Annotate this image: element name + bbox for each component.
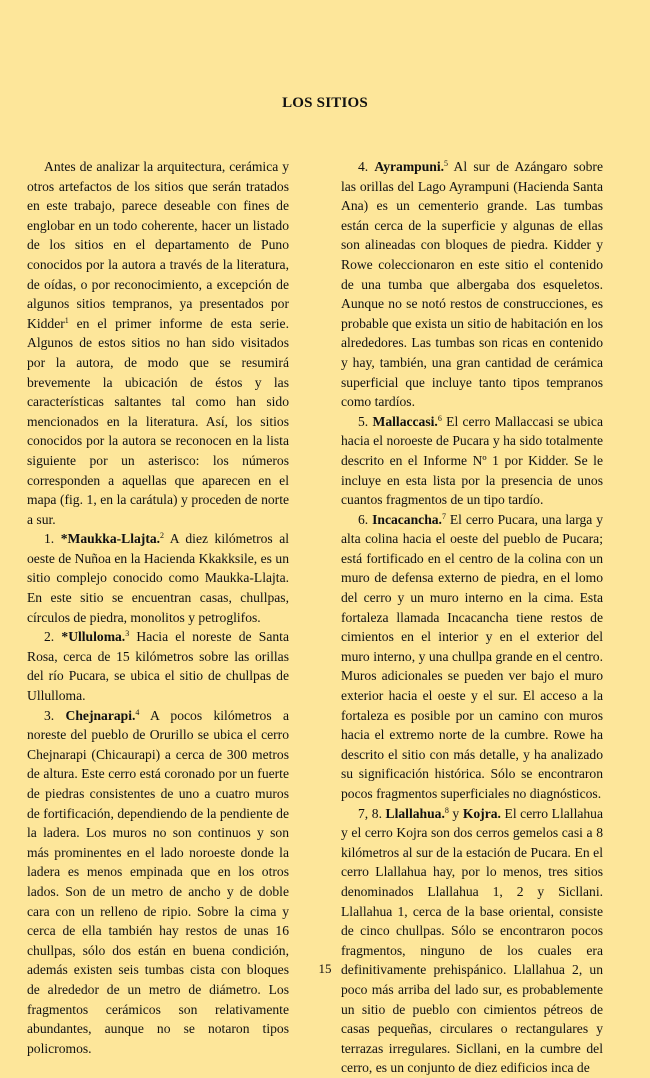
paragraph — [341, 157, 603, 412]
text-run: Hacia el noreste de Santa Rosa, cerca de 15 kilómetros sobre las orillas del río Pucara, se ubica el sitio de chullpas de Ullulloma. — [27, 629, 289, 704]
text-run: A diez kilómetros al oeste de Nuñoa en la Hacienda Kkakksile, es un sitio complejo conocido como Maukka-Llajta. En este sitio se encuentran casas, chullpas, círculos de piedra, monolitos y petroglifos. — [27, 531, 290, 625]
text-run: 7, 8. — [358, 805, 386, 821]
text-run: Antes de analizar la arquitectura, cerámica y otros artefactos de los sitios que serán tratados en este trabajo, parece deseable con fines de englobar en un todo coherente, hacer un listado de los sitios en el departamento de Puno conocidos por la autora a través de la literatura, de oídas, o por reconocimiento, a excepción de algunos sitios tempranos, ya presentados por Kidder — [27, 159, 289, 331]
footnote-ref: 6 — [437, 413, 442, 423]
text-run: El cerro Mallaccasi se ubica hacia el noroeste de Pucara y ha sido totalmente descrito en el Informe Nº 1 por Kidder. Se le incluye en esta lista por la presencia de unos cuantos fragmentos de un tipo tardío. — [341, 413, 603, 508]
text-run: 2. — [44, 629, 62, 645]
footnote-ref: 4 — [135, 707, 140, 717]
site-name: *Ulluloma. — [61, 629, 126, 645]
text-run: El cerro Llallahua y el cerro Kojra son dos cerros gemelos casi a 8 kilómetros al sur de la estación de Pucara. En el cerro Llallahua hay, por lo menos, tres sitios denominados Llallahua 1, 2 y Sicllani. Llallahua 1, cerca de la base oriental, consiste de cinco chullpas. Sólo se encontraron pocos fragmentos, ninguno de los cuales era definitivamente prehispánico. Llallahua 2, un poco más arriba del lado sur, es probablemente un sitio de pueblo con cimientos pétreos de casas pequeñas, circulares o rectangulares y terrazas irregulares. Sicllani, en la cumbre del cerro, es un conjunto de diez edificios inca de — [341, 805, 604, 1076]
left-column — [27, 157, 289, 1058]
site-name: Mallaccasi. — [372, 413, 438, 429]
footnote-ref: 7 — [441, 511, 446, 521]
site-name: Incacancha. — [372, 511, 442, 527]
paragraph — [27, 157, 289, 529]
site-name: Ayrampuni. — [374, 159, 445, 174]
right-column — [341, 157, 603, 1078]
site-name: *Maukka-Llajta. — [60, 531, 161, 547]
paragraph — [341, 804, 603, 1078]
text-run: y — [448, 805, 463, 821]
text-run: 4. — [358, 159, 375, 174]
text-run: 6. — [358, 511, 373, 527]
site-name: Llallahua. — [385, 805, 445, 821]
text-run: 3. — [44, 707, 66, 723]
paragraph — [27, 627, 289, 705]
footnote-ref: 8 — [444, 805, 449, 815]
page-title: LOS SITIOS — [282, 95, 368, 111]
footnote-ref: 1 — [64, 315, 69, 325]
paragraph — [27, 706, 289, 1059]
text-run: El cerro Pucara, una larga y alta colina hacia el oeste del pueblo de Pucara; está fortificado en el centro de la colina con un muro de defensa externo de piedra, en el lomo del cerro y un muro interno en la cima. Esta fortaleza llamada Incacancha tiene restos de cimientos en el interior y en el exterior del muro interno, y una chullpa grande en el centro. Muros adicionales se pueden ver bajo el muro exterior hacia el oeste y el sur. El acceso a la fortaleza es posible por un camino con muros hacia el extremo norte de la cumbre. Rowe ha descrito el sitio con más detalle, y ha analizado su significación histórica. Sólo se encontraron pocos fragmentos superficiales no diagnósticos. — [341, 511, 604, 801]
footnote-ref: 5 — [444, 159, 449, 168]
text-run: Al sur de Azángaro sobre las orillas del Lago Ayrampuni (Hacienda Santa Ana) es un cementerio grande. Las tumbas están cerca de la superficie y algunas de ellas son alineadas con bloques de piedra. Kidder y Rowe coleccionaron en este sitio el contenido de una tumba que albergaba dos esqueletos. Aunque no se notó restos de construcciones, es probable que exista un sitio de habitación en los alrededores. Las tumbas son ricas en contenido y hay, también, una gran cantidad de cerámica superficial que incluye tanto tipos tempranos como tardíos. — [341, 159, 603, 410]
footnote-ref: 3 — [125, 629, 130, 639]
site-name: Kojra. — [462, 805, 501, 821]
paragraph — [341, 412, 603, 510]
site-name: Chejnarapi. — [65, 707, 136, 723]
paragraph — [27, 529, 289, 627]
page-number: 15 — [318, 961, 332, 976]
text-run: en el primer informe de esta serie. Algunos de estos sitios no han sido visitados por la autora, de modo que se resumirá brevemente la ubicación de éstos y las características saltantes tal como han sido mencionados en la literatura. Así, los sitios conocidos por la autora se reconocen en la lista siguiente por un asterisco: los números corresponden a aquellas que aparecen en el mapa (fig. 1, en la carátula) y proceden de norte a sur. — [27, 315, 289, 527]
text-run: 1. — [44, 531, 61, 547]
footnote-ref: 2 — [160, 531, 165, 541]
text-run: 5. — [358, 413, 373, 429]
paragraph — [341, 510, 603, 804]
text-run: A pocos kilómetros a noreste del pueblo de Orurillo se ubica el cerro Chejnarapi (Chicaurapi) a cerca de 300 metros de altura. Este cerro está coronado por un fuerte de piedras consistentes de uno a cuatro muros de fortificación, dependiendo de la pendiente de la ladera. Los muros no son continuos y son más prominentes en el lado noroeste donde la ladera es menos empinada que en los otros lados. Son de un metro de ancho y de doble cara con un relleno de ripio. Sobre la cima y cerca de ella también hay restos de unas 16 chullpas, sólo dos están en buena condición, además existen seis tumbas cista con bloques de alrededor de un metro de diámetro. Los fragmentos cerámicos son relativamente abundantes, aunque no se notaron tipos policromos. — [27, 707, 289, 1056]
